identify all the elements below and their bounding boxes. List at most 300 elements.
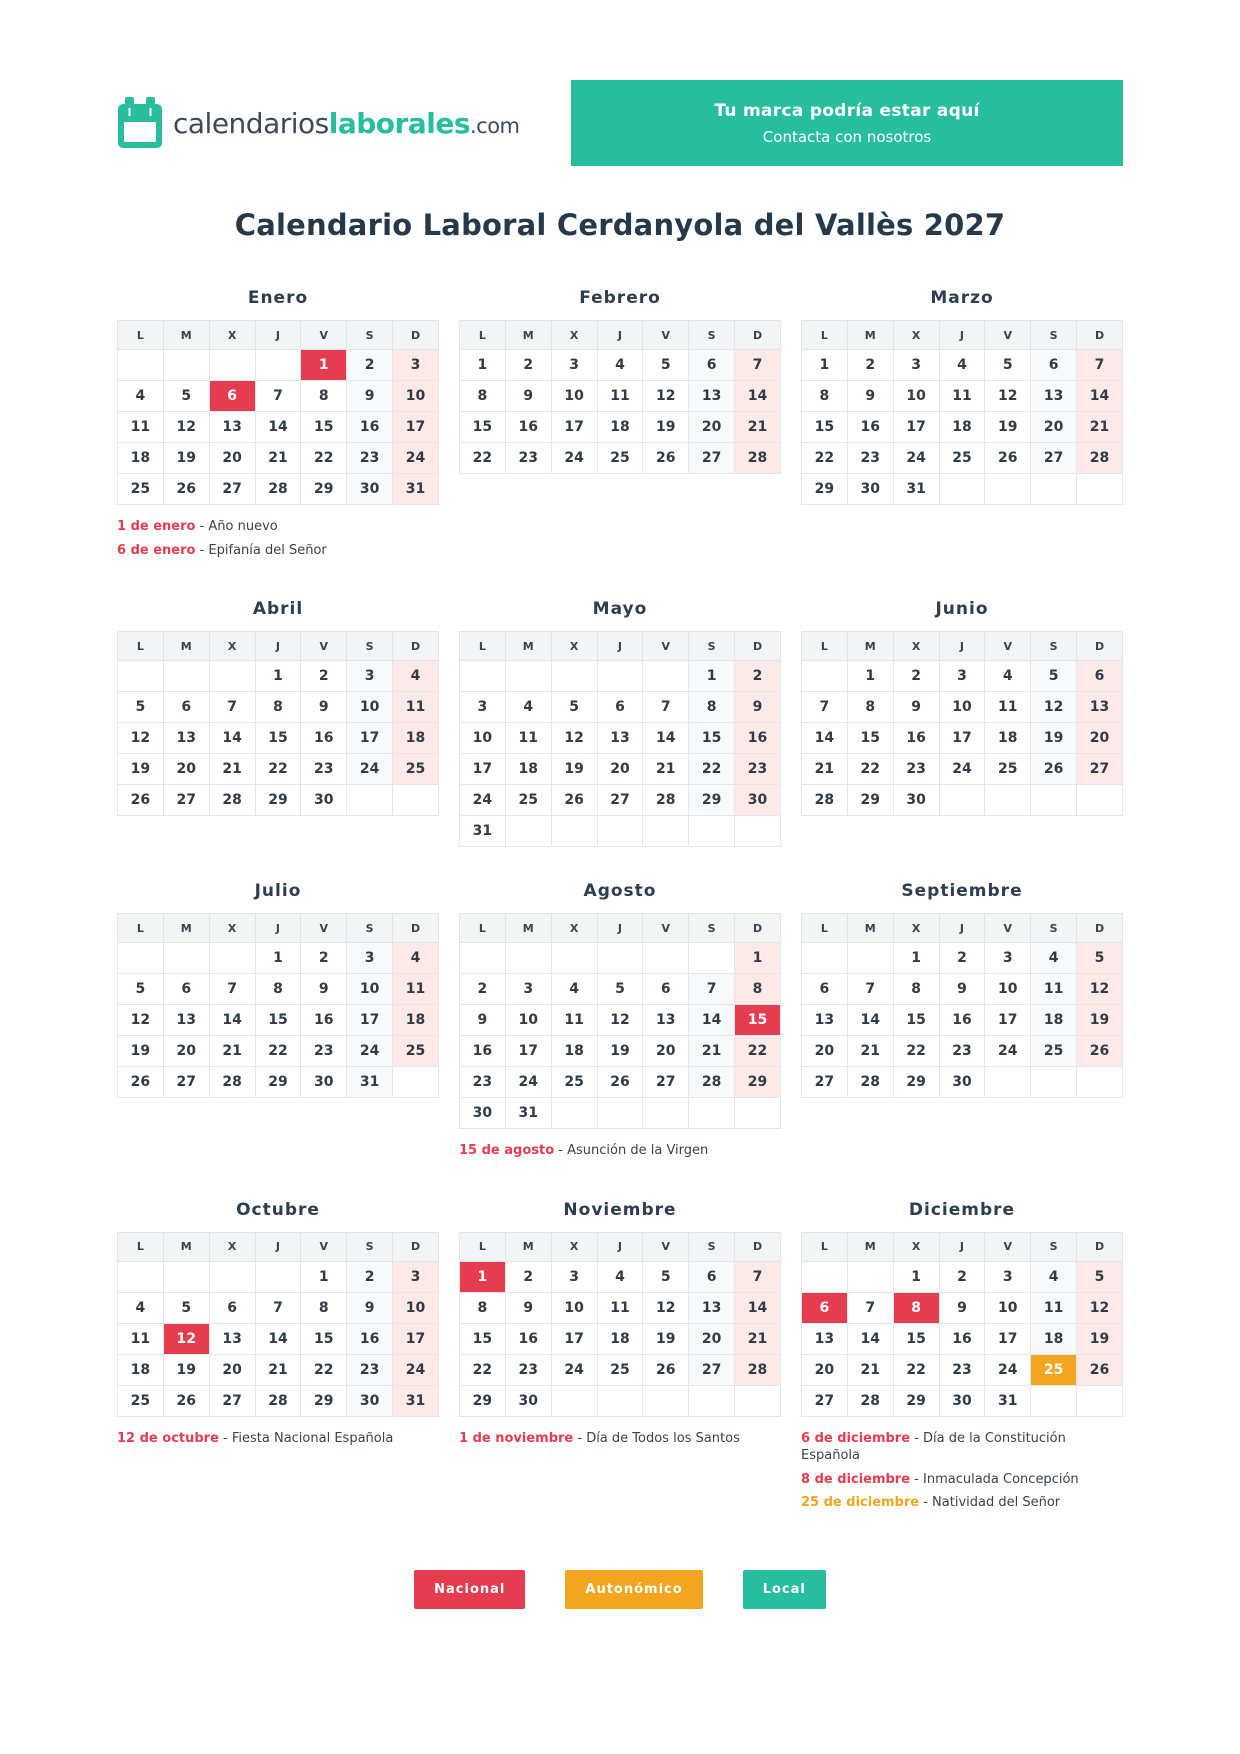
day-cell: 24	[939, 754, 985, 785]
holiday-notes	[459, 1430, 781, 1448]
weekday-header: S	[347, 914, 393, 943]
day-cell: 15	[802, 412, 848, 443]
weekday-header: V	[985, 321, 1031, 350]
empty-cell	[802, 943, 848, 974]
day-cell: 5	[985, 350, 1031, 381]
day-cell: 23	[460, 1067, 506, 1098]
day-cell: 9	[505, 1292, 551, 1323]
holiday-notes	[459, 1142, 781, 1160]
day-cell: 27	[209, 1385, 255, 1416]
day-cell: 14	[689, 1005, 735, 1036]
day-cell: 30	[301, 1067, 347, 1098]
month-title: Agosto	[583, 881, 657, 902]
day-cell: 4	[939, 350, 985, 381]
day-cell: 4	[597, 1261, 643, 1292]
day-cell: 22	[802, 443, 848, 474]
day-cell: 9	[347, 381, 393, 412]
empty-cell	[460, 943, 506, 974]
empty-cell	[255, 350, 301, 381]
site-logo[interactable]	[117, 97, 520, 149]
day-cell: 27	[689, 1354, 735, 1385]
weekday-header: M	[847, 321, 893, 350]
weekday-header: X	[893, 321, 939, 350]
logo-suffix: .com	[469, 113, 520, 138]
empty-cell	[643, 943, 689, 974]
logo-text	[173, 107, 520, 140]
day-cell: 10	[985, 1292, 1031, 1323]
day-cell: 9	[735, 692, 781, 723]
day-cell: 9	[939, 974, 985, 1005]
day-cell: 22	[255, 1036, 301, 1067]
day-cell: 11	[597, 381, 643, 412]
day-cell: 29	[689, 785, 735, 816]
day-cell: 8	[847, 692, 893, 723]
day-cell: 21	[689, 1036, 735, 1067]
holiday-day-cell: 12	[163, 1323, 209, 1354]
day-cell: 2	[939, 943, 985, 974]
weekday-header: S	[1031, 914, 1077, 943]
day-cell: 30	[939, 1385, 985, 1416]
day-cell: 12	[1077, 1292, 1123, 1323]
empty-cell	[939, 474, 985, 505]
day-cell: 27	[163, 1067, 209, 1098]
empty-cell	[393, 785, 439, 816]
day-cell: 31	[460, 816, 506, 847]
day-cell: 17	[893, 412, 939, 443]
day-cell: 3	[393, 1261, 439, 1292]
empty-cell	[847, 943, 893, 974]
day-cell: 8	[802, 381, 848, 412]
day-cell: 10	[505, 1005, 551, 1036]
day-cell: 28	[255, 1385, 301, 1416]
day-cell: 5	[163, 381, 209, 412]
day-cell: 17	[347, 723, 393, 754]
weekday-header: S	[1031, 632, 1077, 661]
day-cell: 20	[1077, 723, 1123, 754]
day-cell: 31	[347, 1067, 393, 1098]
empty-cell	[163, 350, 209, 381]
day-cell: 5	[551, 692, 597, 723]
day-cell: 4	[1031, 1261, 1077, 1292]
day-cell: 24	[393, 1354, 439, 1385]
weekday-header: X	[209, 321, 255, 350]
day-cell: 14	[255, 412, 301, 443]
day-cell: 3	[551, 350, 597, 381]
day-cell: 20	[689, 412, 735, 443]
day-cell: 31	[393, 474, 439, 505]
day-cell: 3	[939, 661, 985, 692]
month-diciembre	[801, 1200, 1123, 1518]
month-table	[117, 631, 439, 816]
month-title: Junio	[935, 599, 989, 620]
day-cell: 20	[802, 1354, 848, 1385]
header	[117, 80, 1123, 166]
day-cell: 19	[643, 412, 689, 443]
day-cell: 29	[255, 1067, 301, 1098]
holiday-note-date: 1 de noviembre	[459, 1430, 574, 1446]
day-cell: 26	[985, 443, 1031, 474]
empty-cell	[209, 350, 255, 381]
month-table	[801, 631, 1123, 816]
empty-cell	[551, 661, 597, 692]
day-cell: 7	[847, 974, 893, 1005]
holiday-note	[459, 1142, 781, 1160]
day-cell: 16	[347, 412, 393, 443]
day-cell: 9	[505, 381, 551, 412]
day-cell: 10	[551, 381, 597, 412]
day-cell: 2	[735, 661, 781, 692]
weekday-header: J	[597, 1232, 643, 1261]
day-cell: 17	[551, 412, 597, 443]
weekday-header: S	[689, 1232, 735, 1261]
day-cell: 4	[597, 350, 643, 381]
month-noviembre	[459, 1200, 781, 1454]
day-cell: 12	[118, 1005, 164, 1036]
weekday-header: X	[893, 1232, 939, 1261]
empty-cell	[597, 1098, 643, 1129]
empty-cell	[505, 816, 551, 847]
empty-cell	[118, 661, 164, 692]
day-cell: 8	[735, 974, 781, 1005]
day-cell: 31	[985, 1385, 1031, 1416]
holiday-note-desc: - Fiesta Nacional Española	[218, 1430, 394, 1446]
day-cell: 18	[505, 754, 551, 785]
day-cell: 6	[802, 974, 848, 1005]
day-cell: 7	[802, 692, 848, 723]
day-cell: 3	[893, 350, 939, 381]
day-cell: 5	[1077, 1261, 1123, 1292]
day-cell: 23	[347, 443, 393, 474]
month-title: Septiembre	[901, 881, 1023, 902]
day-cell: 24	[347, 754, 393, 785]
day-cell: 28	[643, 785, 689, 816]
day-cell: 20	[597, 754, 643, 785]
empty-cell	[689, 1098, 735, 1129]
holiday-note-date: 12 de octubre	[117, 1430, 219, 1446]
day-cell: 18	[1031, 1323, 1077, 1354]
weekday-header: L	[118, 914, 164, 943]
holiday-notes	[117, 518, 439, 559]
holiday-note	[459, 1430, 781, 1448]
day-cell: 10	[393, 1292, 439, 1323]
day-cell: 16	[301, 723, 347, 754]
day-cell: 6	[209, 1292, 255, 1323]
holiday-day-cell: 8	[893, 1292, 939, 1323]
day-cell: 31	[393, 1385, 439, 1416]
day-cell: 19	[643, 1323, 689, 1354]
day-cell: 3	[551, 1261, 597, 1292]
day-cell: 18	[393, 723, 439, 754]
weekday-header: D	[393, 914, 439, 943]
day-cell: 13	[1031, 381, 1077, 412]
empty-cell	[689, 816, 735, 847]
day-cell: 7	[255, 1292, 301, 1323]
day-cell: 13	[802, 1005, 848, 1036]
weekday-header: V	[301, 1232, 347, 1261]
day-cell: 7	[643, 692, 689, 723]
day-cell: 18	[551, 1036, 597, 1067]
month-julio	[117, 881, 439, 1098]
empty-cell	[985, 474, 1031, 505]
day-cell: 23	[347, 1354, 393, 1385]
day-cell: 16	[939, 1005, 985, 1036]
day-cell: 5	[1031, 661, 1077, 692]
day-cell: 14	[209, 723, 255, 754]
weekday-header: M	[163, 1232, 209, 1261]
weekday-header: X	[209, 632, 255, 661]
ad-banner-headline: Tu marca podría estar aquí	[714, 100, 980, 121]
empty-cell	[393, 1067, 439, 1098]
day-cell: 6	[1031, 350, 1077, 381]
month-octubre	[117, 1200, 439, 1454]
day-cell: 19	[985, 412, 1031, 443]
page-container	[117, 0, 1123, 1609]
weekday-header: J	[597, 914, 643, 943]
day-cell: 25	[551, 1067, 597, 1098]
day-cell: 29	[301, 474, 347, 505]
empty-cell	[597, 661, 643, 692]
empty-cell	[643, 1098, 689, 1129]
day-cell: 13	[163, 1005, 209, 1036]
holiday-note-date: 6 de enero	[117, 542, 196, 558]
day-cell: 1	[802, 350, 848, 381]
weekday-header: J	[597, 632, 643, 661]
day-cell: 23	[505, 443, 551, 474]
day-cell: 8	[255, 692, 301, 723]
day-cell: 1	[301, 1261, 347, 1292]
empty-cell	[209, 661, 255, 692]
day-cell: 19	[163, 443, 209, 474]
day-cell: 30	[893, 785, 939, 816]
day-cell: 21	[255, 1354, 301, 1385]
empty-cell	[209, 943, 255, 974]
empty-cell	[551, 816, 597, 847]
day-cell: 25	[393, 1036, 439, 1067]
month-table	[459, 631, 781, 847]
day-cell: 12	[118, 723, 164, 754]
day-cell: 14	[847, 1323, 893, 1354]
weekday-header: J	[939, 914, 985, 943]
logo-prefix: calendarios	[173, 106, 329, 140]
day-cell: 17	[347, 1005, 393, 1036]
day-cell: 30	[505, 1385, 551, 1416]
day-cell: 17	[393, 1323, 439, 1354]
weekday-header: J	[255, 321, 301, 350]
day-cell: 4	[505, 692, 551, 723]
month-marzo	[801, 288, 1123, 505]
day-cell: 6	[1077, 661, 1123, 692]
empty-cell	[1031, 785, 1077, 816]
legend-autonomico-button[interactable]: Autonómico	[565, 1570, 702, 1609]
weekday-header: D	[735, 914, 781, 943]
day-cell: 17	[985, 1005, 1031, 1036]
logo-accent: laborales	[328, 106, 470, 140]
weekday-header: X	[551, 1232, 597, 1261]
day-cell: 22	[847, 754, 893, 785]
month-title: Noviembre	[563, 1199, 677, 1220]
day-cell: 12	[1077, 974, 1123, 1005]
day-cell: 13	[209, 1323, 255, 1354]
day-cell: 6	[163, 974, 209, 1005]
holiday-note-desc: - Asunción de la Virgen	[554, 1143, 709, 1159]
day-cell: 20	[163, 754, 209, 785]
day-cell: 19	[597, 1036, 643, 1067]
day-cell: 23	[301, 754, 347, 785]
empty-cell	[735, 1098, 781, 1129]
holiday-notes	[117, 1430, 439, 1448]
weekday-header: S	[689, 321, 735, 350]
weekday-header: M	[163, 321, 209, 350]
day-cell: 7	[209, 974, 255, 1005]
day-cell: 9	[347, 1292, 393, 1323]
page-title: Calendario Laboral Cerdanyola del Vallès 2027	[234, 208, 1006, 242]
weekday-header: V	[985, 1232, 1031, 1261]
day-cell: 10	[460, 723, 506, 754]
weekday-header: M	[847, 914, 893, 943]
day-cell: 5	[643, 1261, 689, 1292]
empty-cell	[505, 661, 551, 692]
holiday-note-desc: - Año nuevo	[195, 519, 278, 534]
day-cell: 18	[939, 412, 985, 443]
day-cell: 8	[460, 381, 506, 412]
day-cell: 3	[985, 943, 1031, 974]
day-cell: 20	[802, 1036, 848, 1067]
weekday-header: L	[460, 1232, 506, 1261]
day-cell: 27	[209, 474, 255, 505]
day-cell: 28	[255, 474, 301, 505]
weekday-header: D	[393, 1232, 439, 1261]
holiday-day-cell: 15	[735, 1005, 781, 1036]
day-cell: 24	[985, 1354, 1031, 1385]
legend-local-button[interactable]: Local	[743, 1570, 826, 1609]
day-cell: 25	[939, 443, 985, 474]
day-cell: 19	[1077, 1323, 1123, 1354]
day-cell: 25	[393, 754, 439, 785]
day-cell: 28	[847, 1067, 893, 1098]
day-cell: 10	[393, 381, 439, 412]
day-cell: 18	[597, 1323, 643, 1354]
weekday-header: J	[939, 1232, 985, 1261]
empty-cell	[163, 1261, 209, 1292]
weekday-header: L	[460, 632, 506, 661]
weekday-header: V	[985, 632, 1031, 661]
day-cell: 30	[347, 1385, 393, 1416]
day-cell: 11	[393, 974, 439, 1005]
weekday-header: L	[118, 321, 164, 350]
weekday-header: V	[301, 321, 347, 350]
weekday-header: V	[643, 321, 689, 350]
month-table	[459, 913, 781, 1129]
day-cell: 11	[551, 1005, 597, 1036]
weekday-header: L	[802, 632, 848, 661]
day-cell: 31	[505, 1098, 551, 1129]
day-cell: 11	[393, 692, 439, 723]
month-febrero	[459, 288, 781, 474]
day-cell: 21	[643, 754, 689, 785]
day-cell: 3	[985, 1261, 1031, 1292]
day-cell: 8	[301, 381, 347, 412]
day-cell: 20	[1031, 412, 1077, 443]
empty-cell	[255, 1261, 301, 1292]
day-cell: 28	[847, 1385, 893, 1416]
weekday-header: X	[551, 321, 597, 350]
day-cell: 24	[551, 443, 597, 474]
day-cell: 6	[689, 1261, 735, 1292]
day-cell: 13	[163, 723, 209, 754]
day-cell: 14	[1077, 381, 1123, 412]
month-junio	[801, 599, 1123, 816]
day-cell: 8	[893, 974, 939, 1005]
ad-banner-contact-link[interactable]: Contacta con nosotros	[762, 127, 932, 146]
day-cell: 4	[985, 661, 1031, 692]
empty-cell	[551, 1098, 597, 1129]
holiday-note-date: 6 de diciembre	[801, 1430, 911, 1446]
holiday-note	[801, 1471, 1123, 1489]
month-table	[459, 320, 781, 474]
day-cell: 29	[301, 1385, 347, 1416]
weekday-header: D	[1077, 914, 1123, 943]
day-cell: 29	[893, 1385, 939, 1416]
day-cell: 3	[505, 974, 551, 1005]
day-cell: 10	[985, 974, 1031, 1005]
day-cell: 22	[301, 443, 347, 474]
day-cell: 3	[393, 350, 439, 381]
empty-cell	[689, 1385, 735, 1416]
empty-cell	[1077, 1385, 1123, 1416]
day-cell: 7	[255, 381, 301, 412]
day-cell: 11	[597, 1292, 643, 1323]
day-cell: 23	[301, 1036, 347, 1067]
day-cell: 5	[597, 974, 643, 1005]
weekday-header: M	[847, 632, 893, 661]
day-cell: 22	[301, 1354, 347, 1385]
day-cell: 2	[347, 350, 393, 381]
day-cell: 23	[505, 1354, 551, 1385]
day-cell: 6	[689, 350, 735, 381]
ad-banner[interactable]	[571, 80, 1123, 166]
empty-cell	[802, 1261, 848, 1292]
day-cell: 11	[1031, 974, 1077, 1005]
day-cell: 27	[1077, 754, 1123, 785]
day-cell: 25	[985, 754, 1031, 785]
weekday-header: L	[118, 632, 164, 661]
day-cell: 29	[255, 785, 301, 816]
empty-cell	[551, 943, 597, 974]
day-cell: 16	[735, 723, 781, 754]
day-cell: 18	[597, 412, 643, 443]
day-cell: 26	[118, 1067, 164, 1098]
month-table	[117, 320, 439, 505]
legend-nacional-button[interactable]: Nacional	[414, 1570, 525, 1609]
day-cell: 14	[802, 723, 848, 754]
holiday-note-date: 1 de enero	[117, 519, 196, 534]
empty-cell	[460, 661, 506, 692]
weekday-header: J	[597, 321, 643, 350]
day-cell: 12	[643, 1292, 689, 1323]
holiday-note	[117, 1430, 439, 1448]
weekday-header: S	[689, 632, 735, 661]
day-cell: 30	[460, 1098, 506, 1129]
day-cell: 18	[1031, 1005, 1077, 1036]
day-cell: 1	[255, 661, 301, 692]
empty-cell	[847, 1261, 893, 1292]
day-cell: 2	[893, 661, 939, 692]
day-cell: 16	[460, 1036, 506, 1067]
day-cell: 4	[551, 974, 597, 1005]
day-cell: 12	[597, 1005, 643, 1036]
day-cell: 13	[597, 723, 643, 754]
day-cell: 14	[847, 1005, 893, 1036]
